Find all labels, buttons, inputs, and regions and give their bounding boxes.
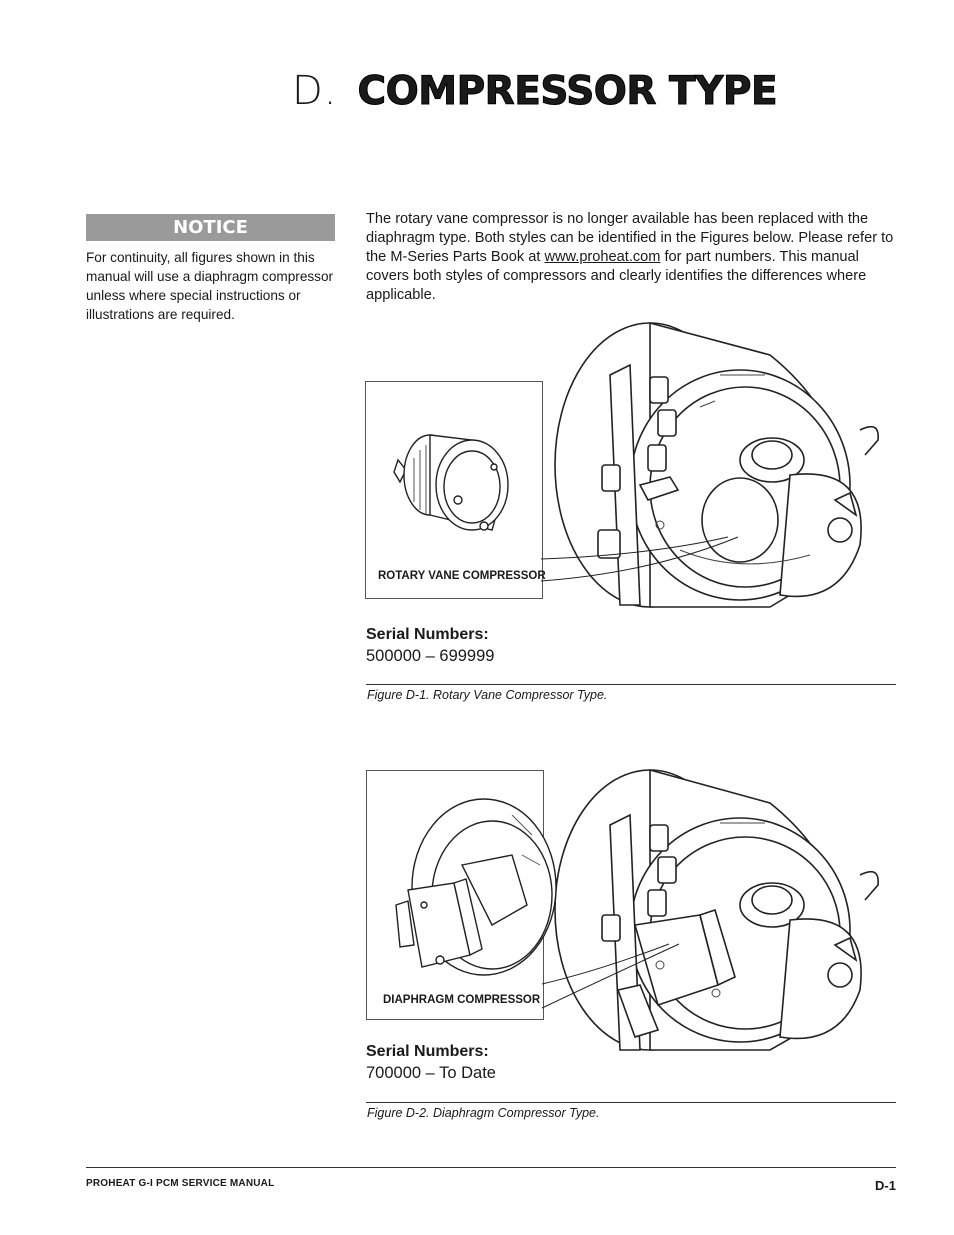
serial-numbers-range: 700000 – To Date [366,1064,496,1082]
serial-numbers-label: Serial Numbers: [366,1043,489,1060]
heater-illustration-diaphragm [540,765,900,1055]
diaphragm-inset-label: DIAPHRAGM COMPRESSOR [383,994,541,1006]
diaphragm-leader-line [541,940,681,1010]
section-letter: D. [292,68,338,114]
rotary-vane-leader-line [540,535,740,585]
diaphragm-compressor-icon [392,795,542,975]
footer-manual-title: PROHEAT G-I PCM SERVICE MANUAL [86,1178,275,1189]
figure-divider [366,1102,896,1103]
intro-text-start: The rotary vane compressor is no longer available has been replaced with the diaphragm type. Both styles can be identified in the Figures below. Please refer to the M-Series Parts Book at [366,211,894,265]
rotary-vane-compressor-icon [392,430,512,540]
intro-paragraph [366,210,898,305]
serial-numbers-range: 500000 – 699999 [366,647,495,665]
footer-divider [86,1167,896,1168]
proheat-link[interactable]: www.proheat.com [544,249,661,265]
serial-numbers-label: Serial Numbers: [366,626,489,643]
intro-text-end: for part numbers. This manual covers both styles of compressors and clearly identifies the differences where applicable. [366,249,867,303]
page-number: D-1 [875,1178,896,1193]
notice-heading: NOTICE [86,214,335,241]
section-heading: COMPRESSOR TYPE [357,69,778,114]
notice-body: For continuity, all figures shown in this manual will use a diaphragm compressor unless where special instructions or illustrations are required. [86,250,334,322]
figure-divider [366,684,896,685]
figure-caption: Figure D-1. Rotary Vane Compressor Type. [367,688,608,702]
rotary-vane-inset-label: ROTARY VANE COMPRESSOR [378,570,546,582]
section-title [292,68,777,114]
figure-caption: Figure D-2. Diaphragm Compressor Type. [367,1106,600,1120]
